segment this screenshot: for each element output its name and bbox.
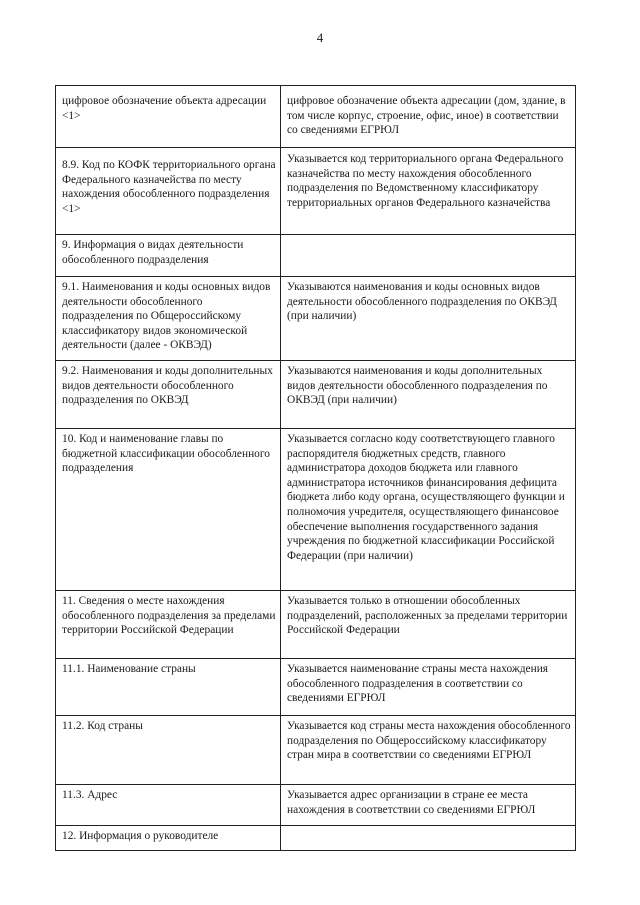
table-row [56,591,576,659]
field-description-cell: Указывается согласно коду соответствующего главного распорядителя бюджетных средств, главного администратора доходов бюджета или главного администратора источников финансирования дефицита бюджета либо коду органа, осуществляющего функции и полномочия учредителя, осуществляющего финансовое обеспечение выполнения государственного задания учреждения по бюджетной классификации Российской Федерации (при наличии) [281,429,576,591]
field-name-cell: 11.3. Адрес [56,785,281,826]
field-name-cell: 9. Информация о видах деятельности обособленного подразделения [56,235,281,277]
table-row [56,429,576,591]
field-name-cell: 10. Код и наименование главы по бюджетной классификации обособленного подразделения [56,429,281,591]
table-row [56,148,576,235]
field-description-cell [281,826,576,851]
field-name-cell: 8.9. Код по КОФК территориального органа Федерального казначейства по месту нахождения обособленного подразделения <1> [56,148,281,235]
requirements-table [55,85,576,851]
field-description-cell: Указывается код территориального органа Федерального казначейства по месту нахождения обособленного подразделения по Ведомственному классификатору территориальных органов Федерального казначейства [281,148,576,235]
field-description-cell: Указываются наименования и коды дополнительных видов деятельности обособленного подразделения по ОКВЭД (при наличии) [281,361,576,429]
table-row [56,785,576,826]
field-name-cell: 12. Информация о руководителе [56,826,281,851]
field-description-cell: цифровое обозначение объекта адресации (дом, здание, в том числе корпус, строение, офис, иное) в соответствии со сведениями ЕГРЮЛ [281,86,576,148]
table-row [56,826,576,851]
table-row [56,716,576,785]
field-description-cell: Указывается адрес организации в стране ее места нахождения в соответствии со сведениями ЕГРЮЛ [281,785,576,826]
table-row [56,277,576,361]
field-name-cell: 9.1. Наименования и коды основных видов деятельности обособленного подразделения по Общероссийскому классификатору видов экономической деятельности (далее - ОКВЭД) [56,277,281,361]
table-row [56,659,576,716]
page-number: 4 [316,30,324,45]
field-description-cell: Указывается только в отношении обособленных подразделений, расположенных за пределами территории Российской Федерации [281,591,576,659]
field-description-cell: Указывается код страны места нахождения обособленного подразделения по Общероссийскому классификатору стран мира в соответствии со сведениями ЕГРЮЛ [281,716,576,785]
field-name-cell: 11.2. Код страны [56,716,281,785]
table-row [56,235,576,277]
field-name-cell: 9.2. Наименования и коды дополнительных видов деятельности обособленного подразделения по ОКВЭД [56,361,281,429]
table-row [56,86,576,148]
table-row [56,361,576,429]
field-description-cell [281,235,576,277]
field-description-cell: Указываются наименования и коды основных видов деятельности обособленного подразделения по ОКВЭД (при наличии) [281,277,576,361]
field-description-cell: Указывается наименование страны места нахождения обособленного подразделения в соответствии со сведениями ЕГРЮЛ [281,659,576,716]
field-name-cell: 11. Сведения о месте нахождения обособленного подразделения за пределами территории Российской Федерации [56,591,281,659]
field-name-cell: цифровое обозначение объекта адресации <1> [56,86,281,148]
field-name-cell: 11.1. Наименование страны [56,659,281,716]
